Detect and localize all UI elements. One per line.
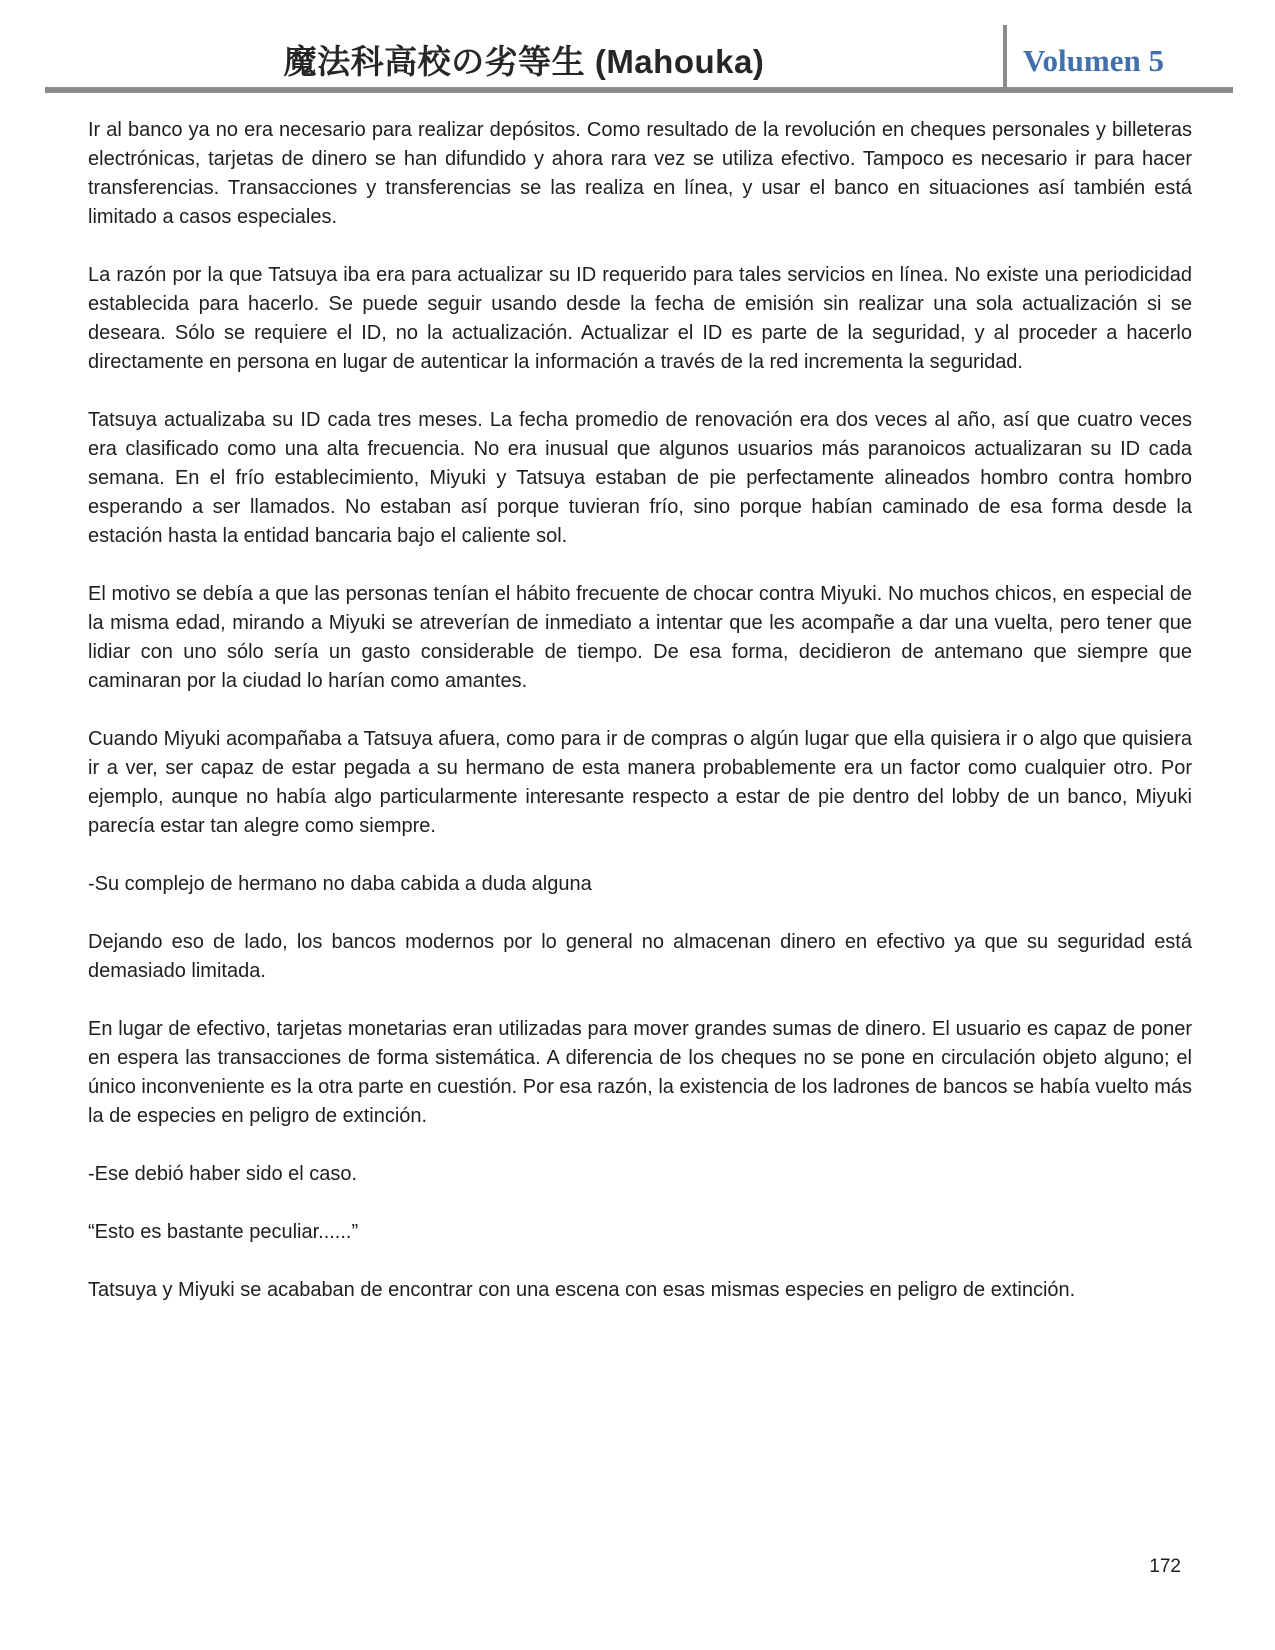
paragraph: Tatsuya actualizaba su ID cada tres meses. La fecha promedio de renovación era dos veces al año, así que cuatro veces era clasificado como una alta frecuencia. No era inusual que algunos usuarios más paranoicos actualizaran su ID cada semana. En el frío establecimiento, Miyuki y Tatsuya estaban de pie perfectamente alineados hombro contra hombro esperando a ser llamados. No estaban así porque tuvieran frío, sino porque habían caminado de esa forma desde la estación hasta la entidad bancaria bajo el caliente sol. — [88, 409, 1192, 547]
paragraph: -Su complejo de hermano no daba cabida a duda alguna — [88, 873, 592, 895]
paragraph: Tatsuya y Miyuki se acababan de encontrar con una escena con esas mismas especies en peligro de extinción. — [88, 1279, 1076, 1301]
document-title: 魔法科高校の劣等生 (Mahouka) — [283, 43, 765, 80]
paragraph: El motivo se debía a que las personas tenían el hábito frecuente de chocar contra Miyuki. No muchos chicos, en especial de la misma edad, mirando a Miyuki se atreverían de inmediato a intentar que les acompañe a dar una vuelta, pero tener que lidiar con uno sólo sería un gasto considerable de tiempo. De esa forma, decidieron de antemano que siempre que caminaran por la ciudad lo harían como amantes. — [88, 583, 1192, 692]
volume-label: Volumen 5 — [1023, 43, 1164, 78]
volume-area — [1007, 16, 1233, 87]
paragraph: En lugar de efectivo, tarjetas monetarias eran utilizadas para mover grandes sumas de dinero. El usuario es capaz de poner en espera las transacciones de forma sistemática. A diferencia de los cheques no se pone en circulación objeto alguno; el único inconveniente es la otra parte en cuestión. Por esa razón, la existencia de los ladrones de bancos se había vuelto más la de especies en peligro de extinción. — [88, 1018, 1193, 1127]
paragraph: -Ese debió haber sido el caso. — [88, 1163, 358, 1185]
body-text — [88, 116, 1192, 1334]
paragraph: “Esto es bastante peculiar......” — [88, 1221, 359, 1243]
paragraph: Cuando Miyuki acompañaba a Tatsuya afuera, como para ir de compras o algún lugar que ella quisiera ir o algo que quisiera ir a ver, ser capaz de estar pegada a su hermano de esta manera probablemente era un factor como cualquier otro. Por ejemplo, aunque no había algo particularmente interesante respecto a estar de pie dentro del lobby de un banco, Miyuki parecía estar tan alegre como siempre. — [88, 728, 1192, 837]
page-header — [45, 16, 1233, 93]
header-title-area — [45, 16, 1003, 87]
paragraph: La razón por la que Tatsuya iba era para actualizar su ID requerido para tales servicios en línea. No existe una periodicidad establecida para hacerlo. Se puede seguir usando desde la fecha de emisión sin realizar una sola actualización si se deseara. Sólo se requiere el ID, no la actualización. Actualizar el ID es parte de la seguridad, y al proceder a hacerlo directamente en persona en lugar de autenticar la información a través de la red incrementa la seguridad. — [88, 264, 1192, 373]
page-number: 172 — [1149, 1556, 1181, 1577]
paragraph: Dejando eso de lado, los bancos modernos por lo general no almacenan dinero en efectivo ya que su seguridad está demasiado limitada. — [88, 931, 1192, 982]
paragraph: Ir al banco ya no era necesario para realizar depósitos. Como resultado de la revolución en cheques personales y billeteras electrónicas, tarjetas de dinero se han difundido y ahora rara vez se utiliza efectivo. Tampoco es necesario ir para hacer transferencias. Transacciones y transferencias se las realiza en línea, y usar el banco en situaciones así también está limitado a casos especiales. — [88, 119, 1192, 228]
